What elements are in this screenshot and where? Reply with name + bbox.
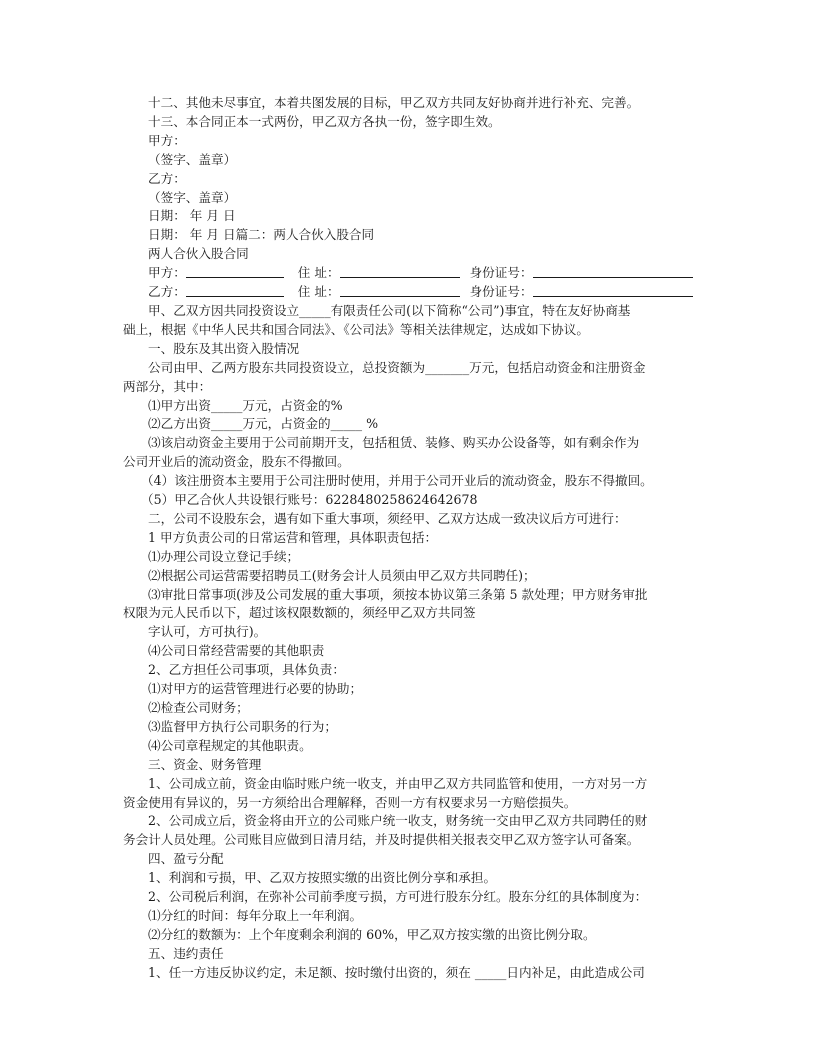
contract-body xyxy=(123,302,699,983)
text-line: 二，公司不设股东会，遇有如下重大事项，须经甲、乙双方达成一致决议后方可进行： xyxy=(148,510,627,526)
text-line: 2、公司成立后，资金将由开立的公司账户统一收支，财务统一交由甲乙双方共同聘任的财 xyxy=(148,813,648,829)
address-label: 住 址： xyxy=(297,284,340,300)
text-line: 两部分，其中： xyxy=(123,378,212,394)
text-line: （签字、盖章） xyxy=(148,189,237,205)
id-number-label: 身份证号： xyxy=(469,284,533,300)
text-line: ⑵根据公司运营需要招聘员工(财务会计人员须由甲乙双方共同聘任)； xyxy=(148,567,536,583)
text-line: 1、任一方违反协议约定，未足额、按时缴付出资的，须在 _____日内补足，由此造成公司 xyxy=(148,964,645,980)
text-line: （5）甲乙合伙人共设银行账号：6228480258624642678 xyxy=(141,492,478,508)
text-line: 一、股东及其出资入股情况 xyxy=(148,340,300,356)
party-name-blank[interactable] xyxy=(186,264,284,278)
text-line: ⑵检查公司财务； xyxy=(148,700,249,715)
text-line: （签字、盖章） xyxy=(148,151,237,167)
text-line: 公司由甲、乙两方股东共同投资设立，总投资额为_______万元，包括启动资金和注册资金 xyxy=(148,359,646,375)
text-line: ⑴分红的时间：每年分取上一年利润。 xyxy=(148,907,363,923)
party-info-rows xyxy=(123,264,699,302)
text-line: 十二、其他未尽事宜，本着共图发展的目标，甲乙双方共同友好协商并进行补充、完善。 xyxy=(148,95,640,110)
text-line: 十三、本合同正本一式两份，甲乙双方各执一份，签字即生效。 xyxy=(148,113,501,129)
text-line: 五、违约责任 xyxy=(148,945,224,961)
text-line: 1 甲方负责公司的日常运营和管理，具体职责包括： xyxy=(148,529,438,545)
text-line: 资金使用有异议的，另一方须给出合理解释，否则一方有权要求另一方赔偿损失。 xyxy=(123,794,577,810)
id-number-label: 身份证号： xyxy=(469,265,533,281)
address-label: 住 址： xyxy=(297,265,340,281)
text-line: 四、盈亏分配 xyxy=(148,851,224,867)
text-line: 字认可，方可执行)。 xyxy=(148,624,267,640)
contract-clauses-top xyxy=(123,94,699,264)
party-name-blank[interactable] xyxy=(186,283,284,297)
party-row xyxy=(123,264,699,283)
text-line: ⑷公司章程规定的其他职责。 xyxy=(148,737,312,753)
text-line: 乙方： xyxy=(148,170,186,186)
text-line: ⑷公司日常经营需要的其他职责 xyxy=(148,643,325,659)
document-page xyxy=(123,94,699,983)
text-line: 日期： 年 月 日篇二：两人合伙入股合同 xyxy=(148,227,375,243)
text-line: 日期： 年 月 日 xyxy=(148,208,236,224)
text-line: ⑴办理公司设立登记手续； xyxy=(148,548,300,564)
text-line: ⑵分红的数额为：上个年度剩余利润的 60%，甲乙双方按实缴的出资比例分取。 xyxy=(148,926,596,942)
party-label: 甲方： xyxy=(148,265,186,281)
id-number-blank[interactable] xyxy=(533,283,693,297)
id-number-blank[interactable] xyxy=(533,264,693,278)
party-label: 乙方： xyxy=(148,284,186,300)
text-line: ⑵乙方出资_____万元，占资金的_____ % xyxy=(148,416,379,432)
text-line: （4）该注册资本主要用于公司注册时使用，并用于公司开业后的流动资金，股东不得撤回。 xyxy=(141,473,653,489)
text-line: 务会计人员处理。公司账目应做到日清月结，并及时提供相关报表交甲乙双方签字认可备案。 xyxy=(123,832,640,848)
text-line: 1、公司成立前，资金由临时账户统一收支，并由甲乙双方共同监管和使用，一方对另一方 xyxy=(148,775,648,791)
text-line: 础上，根据《中华人民共和国合同法》、《公司法》等相关法律规定，达成如下协议。 xyxy=(123,321,589,337)
text-line: 甲、乙双方因共同投资设立_____有限责任公司(以下简称“公司”)事宜，特在友好协商基 xyxy=(148,302,631,318)
text-line: 公司开业后的流动资金，股东不得撤回。 xyxy=(123,454,350,470)
address-blank[interactable] xyxy=(340,264,460,278)
address-blank[interactable] xyxy=(340,283,460,297)
text-line: ⑴甲方出资_____万元，占资金的% xyxy=(148,397,343,413)
text-line: ⑶该启动资金主要用于公司前期开支，包括租赁、装修、购买办公设备等，如有剩余作为 xyxy=(148,435,640,451)
text-line: ⑶审批日常事项(涉及公司发展的重大事项，须按本协议第三条第 5 款处理；甲方财务审批 xyxy=(148,586,648,602)
text-line: 1、利润和亏损，甲、乙双方按照实缴的出资比例分享和承担。 xyxy=(148,870,497,886)
text-line: ⑴对甲方的运营管理进行必要的协助； xyxy=(148,681,363,697)
text-line: 两人合伙入股合同 xyxy=(148,246,249,262)
text-line: ⑶监督甲方执行公司职务的行为； xyxy=(148,718,337,734)
party-row xyxy=(123,283,699,302)
text-line: 三、资金、财务管理 xyxy=(148,756,262,772)
text-line: 甲方： xyxy=(148,132,186,148)
text-line: 2、乙方担任公司事项，具体负责： xyxy=(148,662,345,678)
text-line: 权限为元人民币以下，超过该权限数额的，须经甲乙双方共同签 xyxy=(123,605,476,621)
text-line: 2、公司税后利润，在弥补公司前季度亏损，方可进行股东分红。股东分红的具体制度为： xyxy=(148,889,648,905)
